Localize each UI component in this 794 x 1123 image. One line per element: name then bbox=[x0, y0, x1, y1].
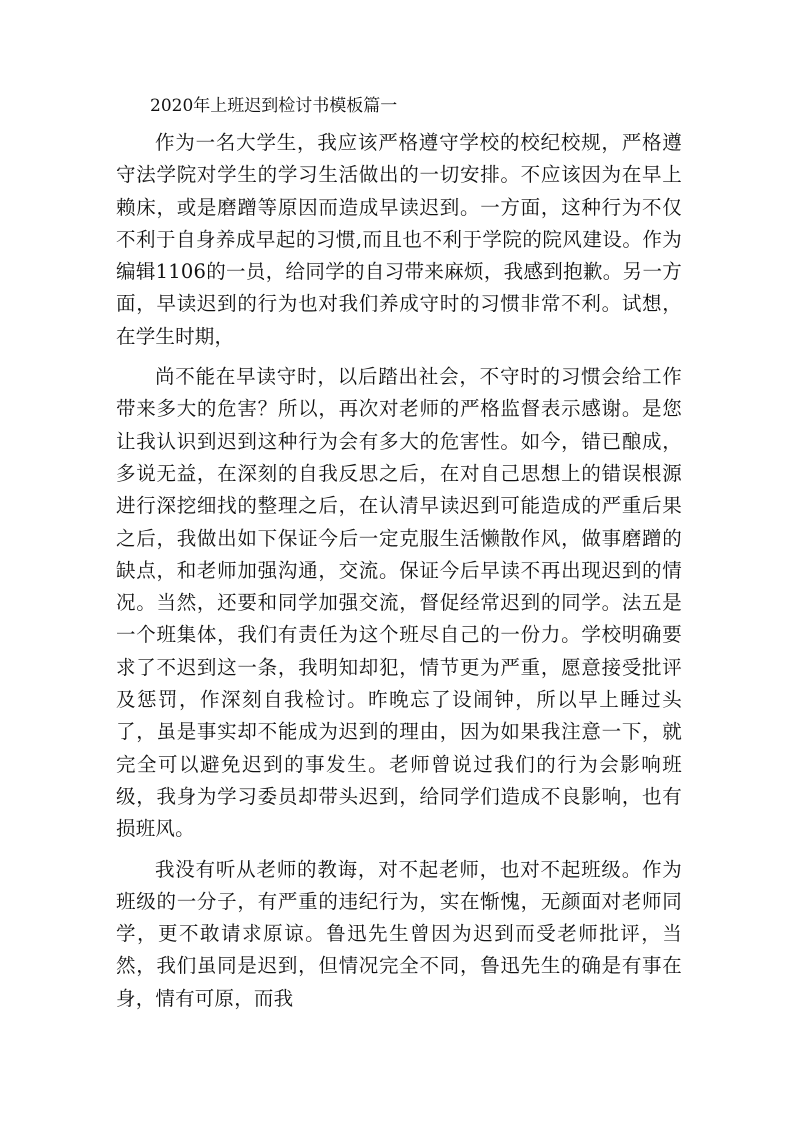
document-title: 2020年上班迟到检讨书模板篇一 bbox=[150, 96, 398, 116]
paragraph-1: 作为一名大学生，我应该严格遵守学校的校纪校规，严格遵守法学院对学生的学习生活做出的一切安排。不应该因为在早上赖床，或是磨蹭等原因而造成早读迟到。一方面，这种行为不仅不利于自身养成早起的习惯,而且也不利于学院的院风建设。作为编辑1106的一员，给同学的自习带来麻烦，我感到抱歉。另一方面，早读迟到的行为也对我们养成守时的习惯非常不利。试想，在学生时期， bbox=[116, 131, 682, 348]
paragraph-2: 尚不能在早读守时，以后踏出社会，不守时的习惯会给工作带来多大的危害？所以，再次对老师的严格监督表示感谢。是您让我认识到迟到这种行为会有多大的危害性。如今，错已酿成，多说无益，在深刻的自我反思之后，在对自己思想上的错误根源进行深挖细找的整理之后，在认清早读迟到可能造成的严重后果之后，我做出如下保证今后一定克服生活懒散作风，做事磨蹭的缺点，和老师加强沟通，交流。保证今后早读不再出现迟到的情况。当然，还要和同学加强交流，督促经常迟到的同学。法五是一个班集体，我们有责任为这个班尽自己的一份力。学校明确要求了不迟到这一条，我明知却犯，情节更为严重，愿意接受批评及惩罚，作深刻自我检讨。昨晚忘了设闹钟，所以早上睡过头了，虽是事实却不能成为迟到的理由，因为如果我注意一下，就完全可以避免迟到的事发生。老师曾说过我们的行为会影响班级，我身为学习委员却带头迟到，给同学们造成不良影响，也有损班风。 bbox=[116, 365, 682, 841]
paragraph-3: 我没有听从老师的教诲，对不起老师，也对不起班级。作为班级的一分子，有严重的违纪行为，实在惭愧，无颜面对老师同学，更不敢请求原谅。鲁迅先生曾因为迟到而受老师批评，当然，我们虽同是迟到，但情况完全不同，鲁迅先生的确是有事在身，情有可原，而我 bbox=[116, 857, 682, 1010]
document-page bbox=[116, 94, 682, 1023]
